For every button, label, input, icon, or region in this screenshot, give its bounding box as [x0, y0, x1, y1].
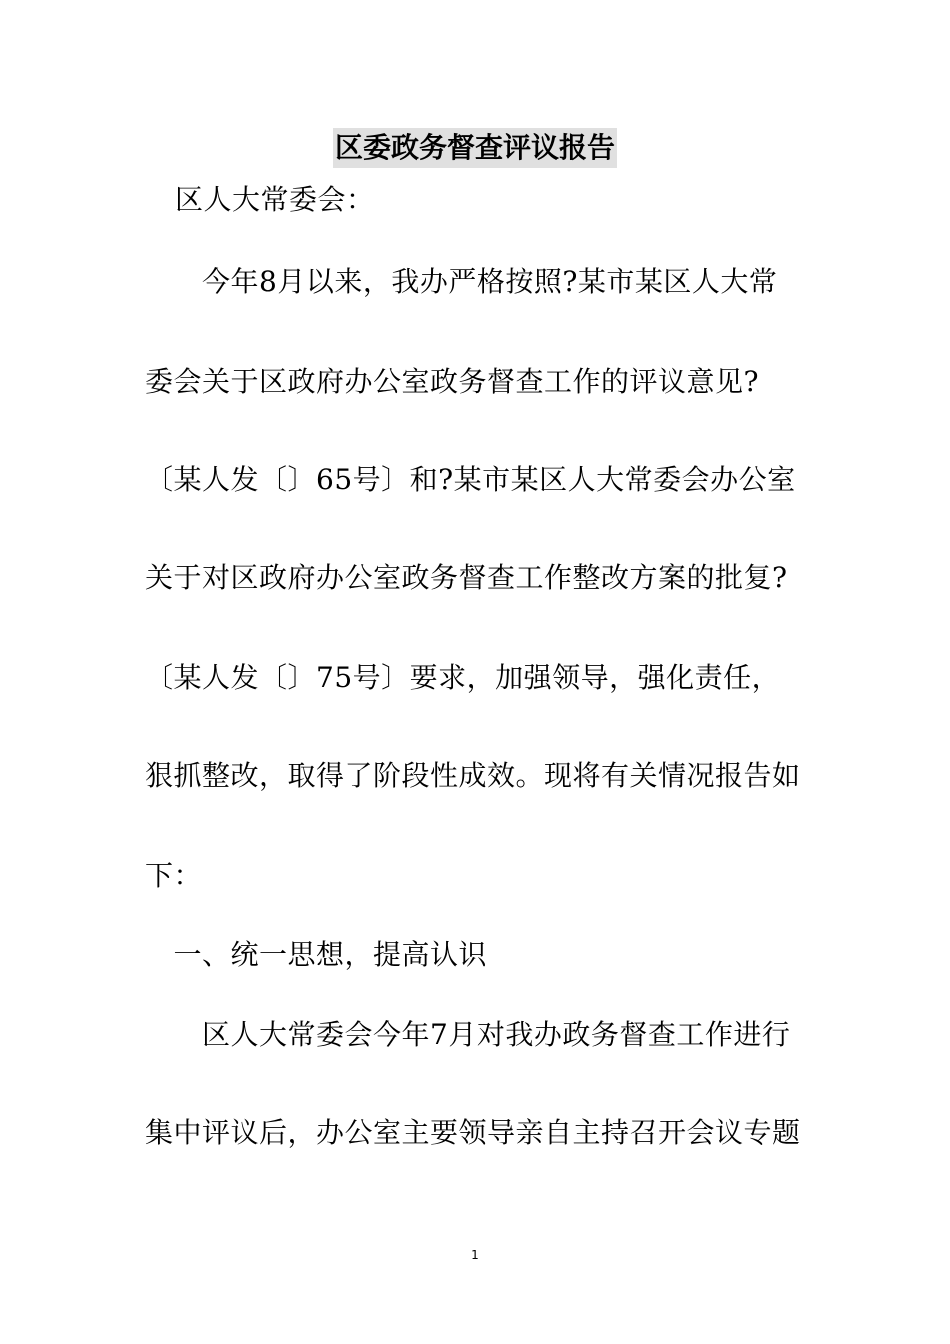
salutation: 区人大常委会：	[175, 183, 375, 216]
body-line: 狠抓整改，取得了阶段性成效。现将有关情况报告如	[145, 759, 801, 792]
page-number: 1	[471, 1248, 479, 1262]
title-container	[0, 128, 950, 168]
body-line: 下：	[145, 859, 203, 892]
section-heading: 一、统一思想，提高认识	[145, 938, 488, 971]
body-line: 〔某人发〔〕75号〕要求，加强领导，强化责任，	[145, 661, 781, 694]
body-line: 集中评议后，办公室主要领导亲自主持召开会议专题	[145, 1116, 801, 1149]
body-line: 〔某人发〔〕65号〕和?某市某区人大常委会办公室	[145, 463, 796, 496]
body-line: 关于对区政府办公室政务督查工作整改方案的批复?	[145, 561, 788, 594]
document-title: 区委政务督查评议报告	[333, 128, 617, 168]
body-line: 委会关于区政府办公室政务督查工作的评议意见?	[145, 365, 760, 398]
body-line: 区人大常委会今年7月对我办政务督查工作进行	[145, 1018, 791, 1051]
body-line: 今年8月以来，我办严格按照?某市某区人大常	[145, 265, 778, 298]
